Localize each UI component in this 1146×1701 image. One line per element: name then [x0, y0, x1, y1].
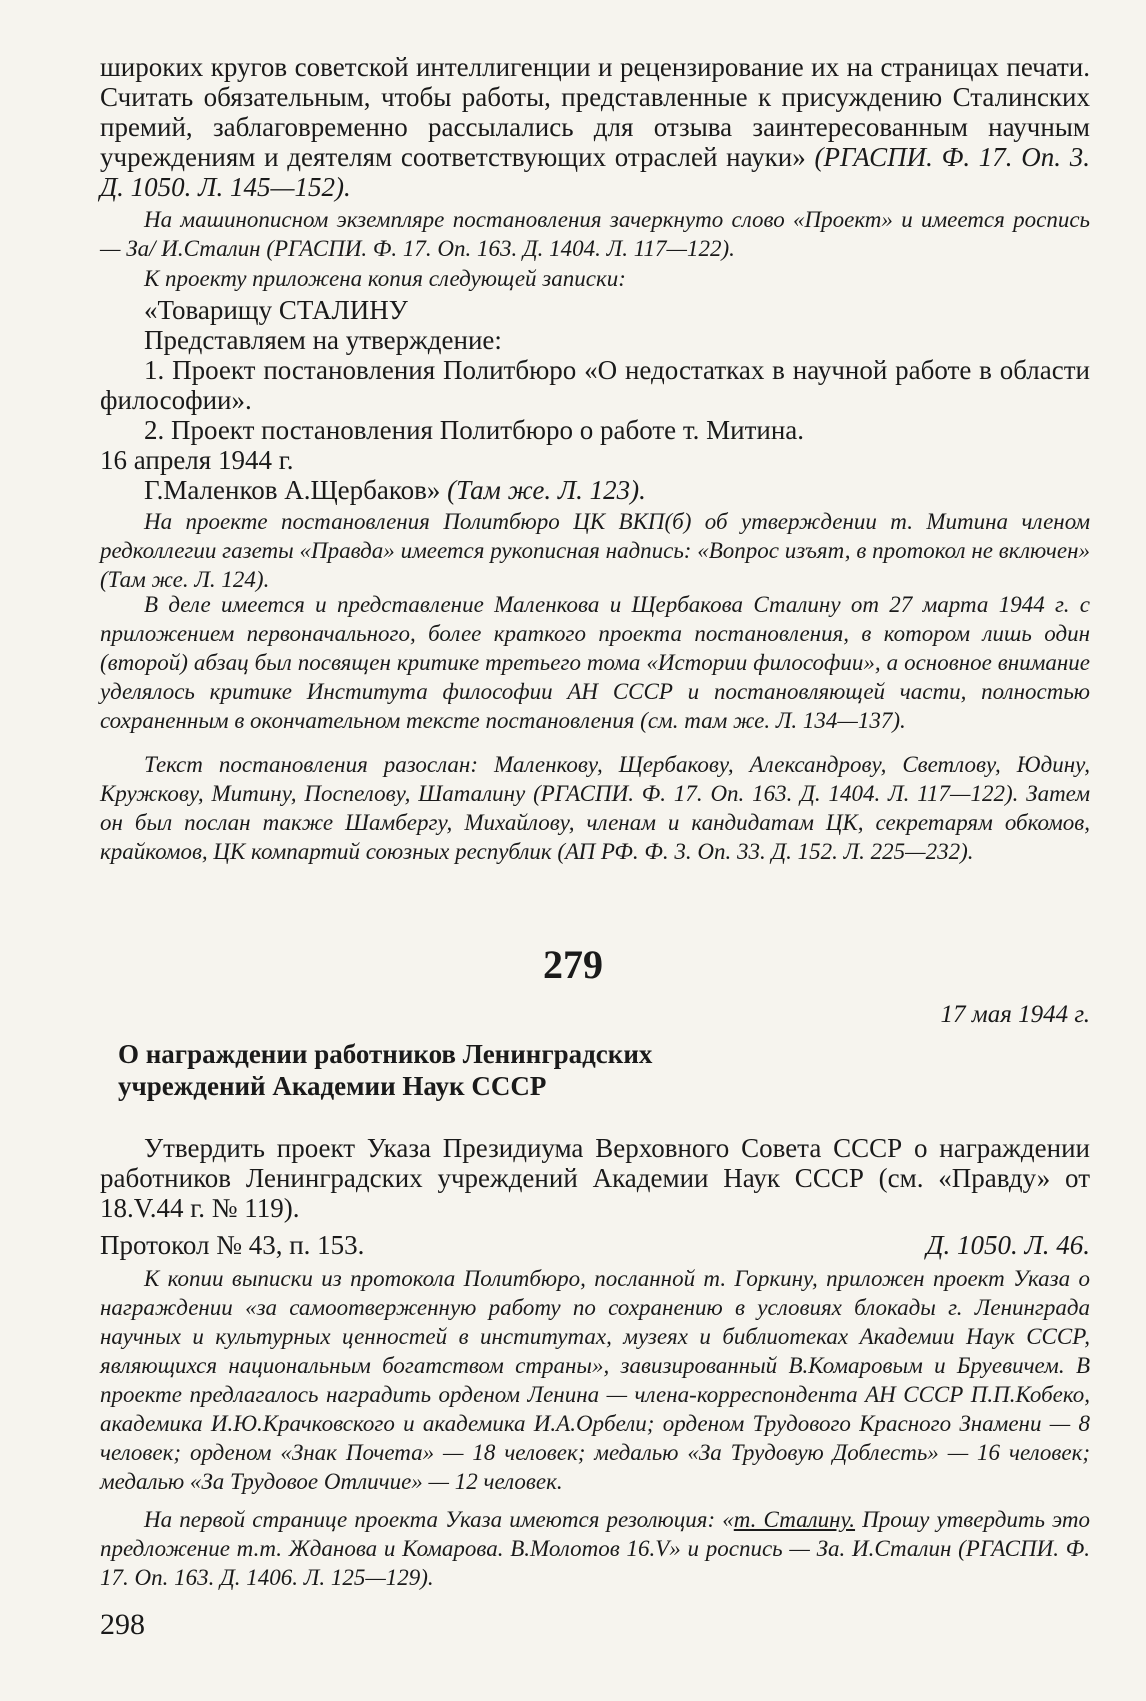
- editorial-note-6: К копии выписки из протокола Политбюро, посланной т. Горкину, приложен проект Указа о награждении «за самоотверженную работу по сохранению в условиях блокады г. Ленинграда научных и культурных ценностей в институтах, музеях и библиотеках Академии Наук СССР, являющихся национальным богатством страны», завизированный В.Комаровым и Бруевичем. В проекте предлагалось наградить орденом Ленина — члена-корреспондента АН СССР П.П.Кобеко, академика И.Ю.Крачковского и академика И.А.Орбели; орденом Трудового Красного Знамени — 8 человек; орденом «Знак Почета» — 18 человек; медалью «За Трудовую Доблесть» — 16 человек; медалью «За Трудовое Отличие» — 12 человек.: [100, 1266, 1090, 1494]
- memo-item-2: 2. Проект постановления Политбюро о работе т. Митина.: [144, 415, 805, 445]
- editorial-note-2: К проекту приложена копия следующей записки:: [144, 266, 626, 291]
- document-title: О награждении работников Ленинградских учреждений Академии Наук СССР: [118, 1039, 653, 1101]
- editorial-note-4: В деле имеется и представление Маленкова и Щербакова Сталину от 27 марта 1944 г. с приложением первоначального, более краткого проекта постановления, в котором лишь один (второй) абзац был посвящен критике третьего тома «Истории философии», а основное внимание уделялось критике Института философии АН СССР и постановляющей части, полностью сохраненным в окончательном тексте постановления (см. там же. Л. 134—137).: [100, 592, 1090, 733]
- memo-item-1: 1. Проект постановления Политбюро «О недостатках в научной работе в области философии».: [100, 355, 1090, 415]
- memo-signature-names: Г.Маленков А.Щербаков»: [144, 475, 441, 505]
- paragraph-text: широких кругов советской интеллигенции и рецензирование их на страницах печати. Считать обязательным, чтобы работы, представленные к присуждению Сталинских премий, заблаговременно рассылались для отзыва заинтересованным научным учреждениям и деятелям соответствующих отраслей науки»: [100, 52, 1090, 172]
- protocol-reference: Д. 1050. Л. 46.: [926, 1230, 1090, 1260]
- editorial-note-7: [100, 1505, 1090, 1592]
- document-date: 17 мая 1944 г.: [940, 1001, 1090, 1028]
- protocol-line: [100, 1230, 1090, 1260]
- paragraph-continuation: [100, 52, 1090, 202]
- memo-date: 16 апреля 1944 г.: [100, 445, 294, 475]
- resolution-underlined: т. Сталину.: [733, 1507, 856, 1532]
- editorial-note-5: Текст постановления разослан: Маленкову, Щербакову, Александрову, Светлову, Юдину, Кружкову, Митину, Поспелову, Шаталину (РГАСПИ. Ф. 17. Оп. 163. Д. 1404. Л. 117—122). Затем он был послан также Шамбергу, Михайлову, членам и кандидатам ЦК, секретарям обкомов, крайкомов, ЦК компартий союзных республик (АП РФ. Ф. 3. Оп. 33. Д. 152. Л. 225—232).: [100, 752, 1090, 864]
- editorial-note-3: На проекте постановления Политбюро ЦК ВКП(б) об утверждении т. Митина членом редколлегии газеты «Правда» имеется рукописная надпись: «Вопрос изъят, в протокол не включен» (Там же. Л. 124).: [100, 509, 1090, 592]
- page-number: 298: [100, 1608, 145, 1641]
- document-number: 279: [543, 942, 603, 987]
- editorial-note-1: На машинописном экземпляре постановления зачеркнуто слово «Проект» и имеется роспись — За/ И.Сталин (РГАСПИ. Ф. 17. Оп. 163. Д. 1404. Л. 117—122).: [100, 207, 1090, 261]
- archive-reference: (РГАСПИ. Ф. 17. Оп. 3. Д. 1050. Л. 145—152).: [100, 142, 1090, 202]
- memo-reference: (Там же. Л. 123).: [440, 475, 646, 505]
- resolution-text: Прошу утвердить это предложение т.т. Жданова и Комарова. В.Молотов 16.V» и роспись — За. И.Сталин (РГАСПИ. Ф. 17. Оп. 163. Д. 1406. Л. 125—129).: [100, 1507, 1090, 1590]
- memo-signature: [100, 475, 1090, 505]
- resolution-intro: На первой странице проекта Указа имеются резолюция: «: [144, 1507, 734, 1532]
- memo-addressee: «Товарищу СТАЛИНУ: [144, 295, 408, 325]
- memo-intro: Представляем на утверждение:: [144, 325, 502, 355]
- document-body: Утвердить проект Указа Президиума Верховного Совета СССР о награждении работников Ленинградских учреждений Академии Наук СССР (см. «Правду» от 18.V.44 г. № 119).: [100, 1133, 1090, 1223]
- protocol-number: Протокол № 43, п. 153.: [100, 1230, 365, 1260]
